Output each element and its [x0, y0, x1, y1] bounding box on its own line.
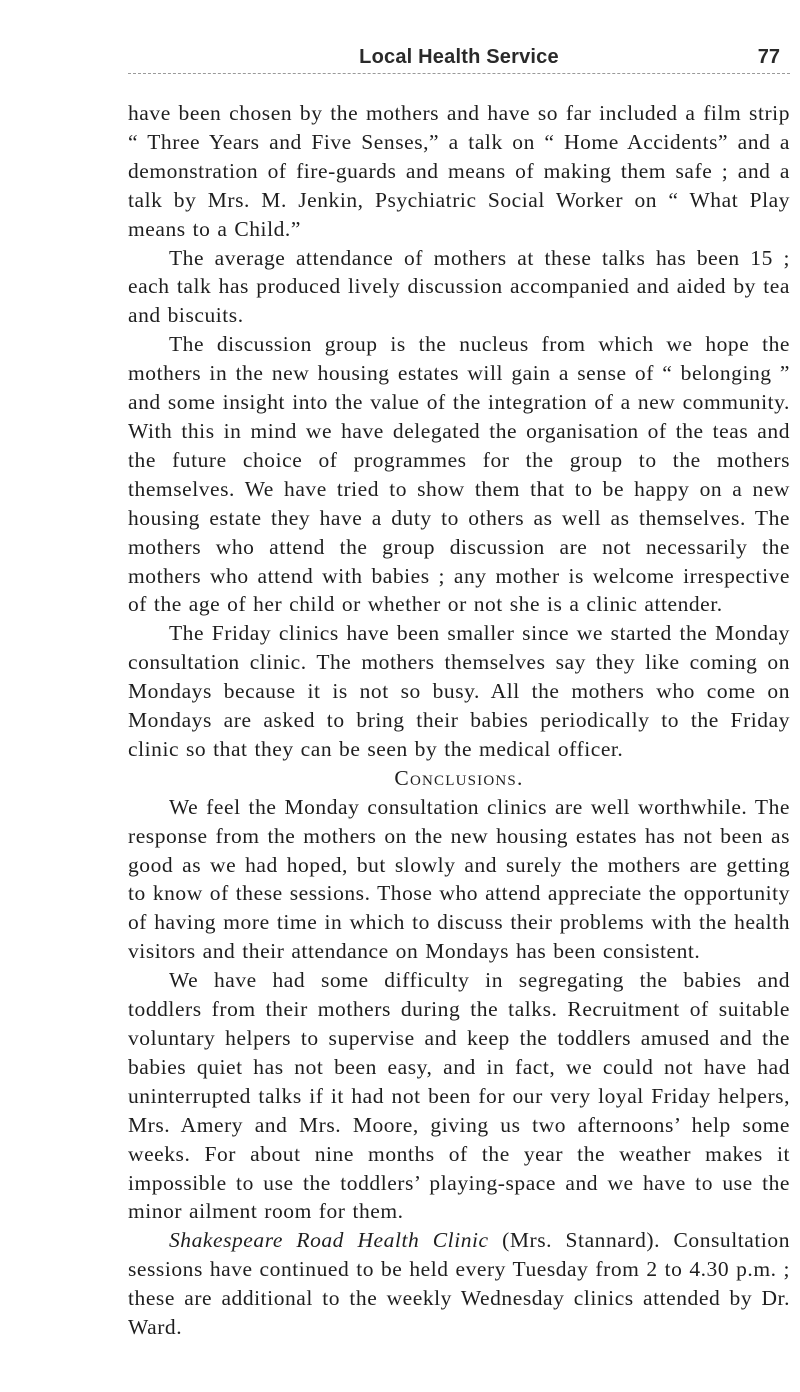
header-title: Local Health Service	[359, 46, 559, 68]
body-text	[128, 99, 790, 1342]
paragraph-4: The Friday clinics have been smaller since we started the Monday consultation clinic. The mothers themselves say they like coming on Mondays because it is not so busy. All the mothers who come on Mondays are asked to bring their babies periodically to the Friday clinic so that they can be seen by the medical officer.	[128, 621, 790, 761]
section-heading-conclusions: Conclusions.	[394, 765, 524, 790]
paragraph-2: The average attendance of mothers at these talks has been 15 ; each talk has produced lively discussion accompanied and aided by tea and biscuits.	[128, 245, 790, 328]
paragraph-5: We feel the Monday consultation clinics are well worthwhile. The response from the mothers on the new housing estates has not been as good as we had hoped, but slowly and surely the mothers are getting to know of these sessions. Those who attend appreciate the opportunity of having more time in which to discuss their problems with the health visitors and their attendance on Mondays has been consistent.	[128, 794, 790, 964]
paragraph-6: We have had some difficulty in segregating the babies and toddlers from their mothers during the talks. Recruitment of suitable voluntary helpers to supervise and keep the toddlers amused and the babies quiet has not been easy, and in fact, we could not have had uninterrupted talks if it had not been for our very loyal Friday helpers, Mrs. Amery and Mrs. Moore, giving us two afternoons’ help some weeks. For about nine months of the year the weather makes it impossible to use the toddlers’ playing-space and we have to use the minor ailment room for them.	[128, 968, 790, 1224]
paragraph-7-text: (Mrs. Stannard). Consultation sessions have continued to be held every Tuesday from 2 to 4.30 p.m. ; these are additional to the weekly Wednesday clinics attended by Dr. Ward.	[128, 1228, 790, 1340]
paragraph-7	[128, 1226, 790, 1342]
header-rule	[128, 73, 790, 74]
clinic-name: Shakespeare Road Health Clinic	[169, 1228, 489, 1253]
paragraph-1: have been chosen by the mothers and have so far included a film strip “ Three Years and Five Senses,” a talk on “ Home Accidents” and a demonstration of fire-guards and means of making them safe ; and a talk by Mrs. M. Jenkin, Psychiatric Social Worker on “ What Play means to a Child.”	[128, 101, 790, 241]
page-number: 77	[757, 46, 780, 68]
paragraph-3: The discussion group is the nucleus from which we hope the mothers in the new housing estates will gain a sense of “ belonging ” and some insight into the value of the integration of a new community. With this in mind we have delegated the organisation of the teas and the future choice of programmes for the group to the mothers themselves. We have tried to show them that to be happy on a new housing estate they have a duty to others as well as themselves. The mothers who attend the group discussion are not necessarily the mothers who attend with babies ; any mother is welcome irrespective of the age of her child or whether or not she is a clinic attender.	[128, 332, 790, 617]
running-header	[128, 40, 790, 74]
